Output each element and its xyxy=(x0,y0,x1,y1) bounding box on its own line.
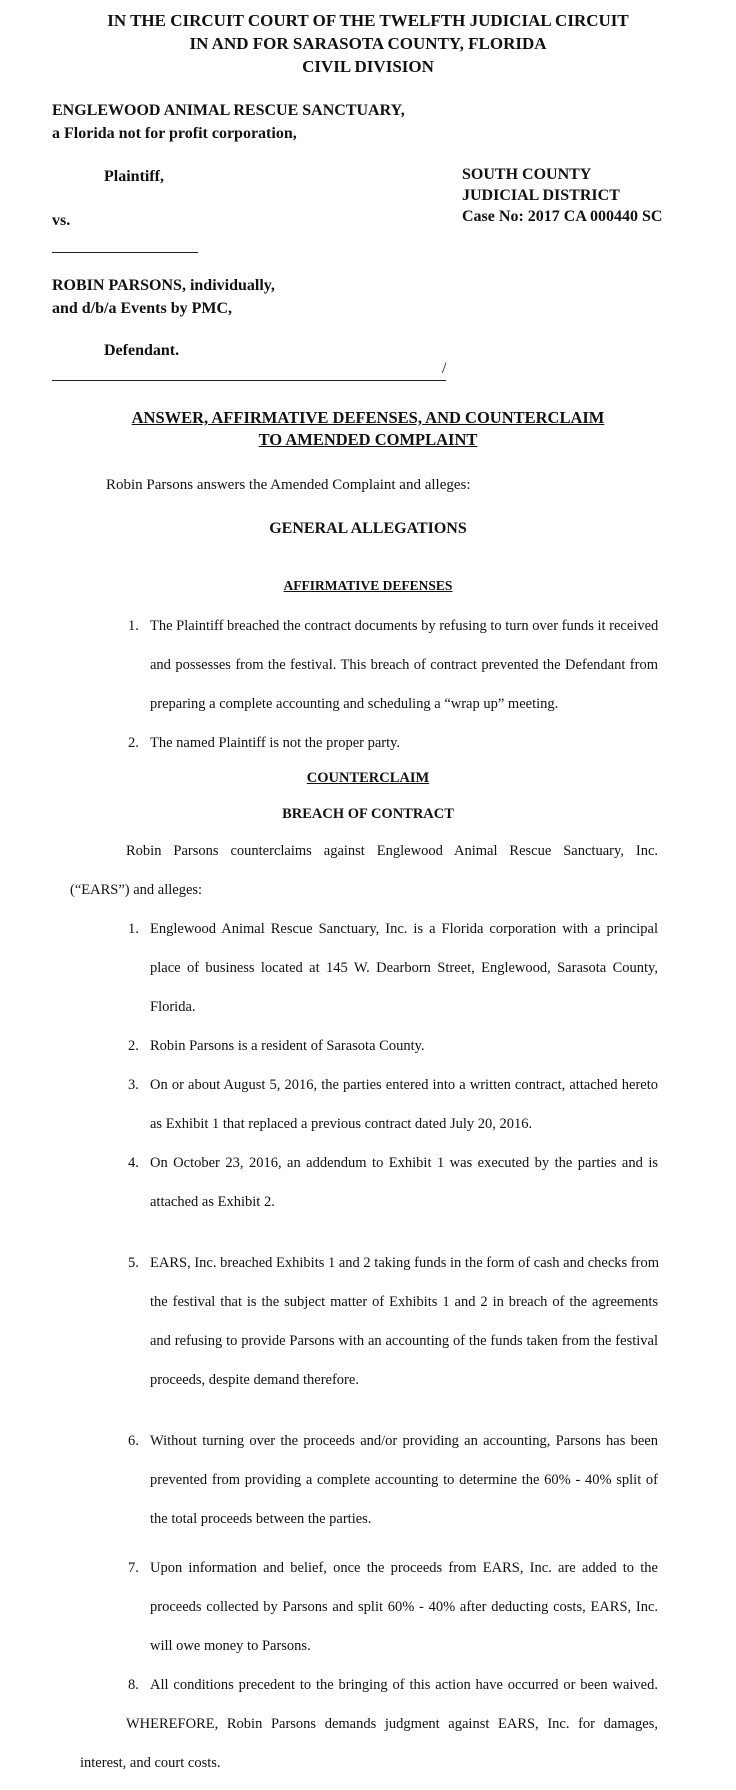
plaintiff-name: ENGLEWOOD ANIMAL RESCUE SANCTUARY, xyxy=(52,102,405,119)
count-1-line1: Englewood Animal Rescue Sanctuary, Inc. is a Florida corporation with a principal xyxy=(150,921,658,937)
counterclaim-intro-line2: (“EARS”) and alleges: xyxy=(70,882,203,898)
count-number: 3. xyxy=(128,1077,139,1093)
count-7-line1: Upon information and belief, once the proceeds from EARS, Inc. are added to the xyxy=(150,1560,658,1576)
count-number: 5. xyxy=(128,1255,139,1271)
defense-1-line1: The Plaintiff breached the contract documents by refusing to turn over funds it received xyxy=(150,618,659,634)
defense-number: 1. xyxy=(128,618,139,634)
count-8-line1: All conditions precedent to the bringing of this action have occurred or been waived. xyxy=(150,1677,658,1693)
document-title-line2: TO AMENDED COMPLAINT xyxy=(258,430,478,449)
defendant-name: ROBIN PARSONS, individually, xyxy=(52,277,275,294)
count-3-line2: as Exhibit 1 that replaced a previous contract dated July 20, 2016. xyxy=(150,1116,533,1132)
district-line1: SOUTH COUNTY xyxy=(462,166,592,183)
count-6-line3: the total proceeds between the parties. xyxy=(150,1511,372,1527)
count-7-line2: proceeds collected by Parsons and split 60% - 40% after deducting costs, EARS, Inc. xyxy=(150,1599,658,1615)
defendant-description: and d/b/a Events by PMC, xyxy=(52,300,233,317)
defendant-role: Defendant. xyxy=(104,342,180,359)
count-5-line2: the festival that is the subject matter of Exhibits 1 and 2 in breach of the agreements xyxy=(150,1294,658,1310)
count-number: 8. xyxy=(128,1677,139,1693)
caption-short-rule xyxy=(52,252,198,253)
plaintiff-description: a Florida not for profit corporation, xyxy=(52,125,297,142)
document-title-line1: ANSWER, AFFIRMATIVE DEFENSES, AND COUNTERCLAIM xyxy=(131,408,605,427)
plaintiff-role: Plaintiff, xyxy=(104,168,164,185)
count-1-line3: Florida. xyxy=(150,999,196,1015)
court-name-line2: IN AND FOR SARASOTA COUNTY, FLORIDA xyxy=(189,34,547,53)
count-number: 2. xyxy=(128,1038,139,1054)
count-4-line1: On October 23, 2016, an addendum to Exhibit 1 was executed by the parties and is xyxy=(150,1155,658,1171)
court-division: CIVIL DIVISION xyxy=(302,57,434,76)
count-3-line1: On or about August 5, 2016, the parties entered into a written contract, attached hereto xyxy=(150,1077,658,1093)
count-number: 6. xyxy=(128,1433,139,1449)
count-number: 7. xyxy=(128,1560,139,1576)
count-1-line2: place of business located at 145 W. Dearborn Street, Englewood, Sarasota County, xyxy=(150,960,658,976)
defense-1-line3: preparing a complete accounting and scheduling a “wrap up” meeting. xyxy=(150,696,559,712)
versus-label: vs. xyxy=(52,212,71,229)
count-5-line4: proceeds, despite demand therefore. xyxy=(150,1372,359,1388)
affirmative-defenses-heading: AFFIRMATIVE DEFENSES xyxy=(283,578,453,593)
general-allegations-heading: GENERAL ALLEGATIONS xyxy=(269,520,467,537)
district-line2: JUDICIAL DISTRICT xyxy=(462,187,620,204)
count-6-line2: prevented from providing a complete accounting to determine the 60% - 40% split of xyxy=(150,1472,658,1488)
defense-number: 2. xyxy=(128,735,139,751)
count-number: 1. xyxy=(128,921,139,937)
breach-of-contract-heading: BREACH OF CONTRACT xyxy=(282,806,454,822)
caption-long-rule xyxy=(52,380,446,381)
count-7-line3: will owe money to Parsons. xyxy=(150,1638,311,1654)
counterclaim-intro-line1: Robin Parsons counterclaims against Englewood Animal Rescue Sanctuary, Inc. xyxy=(126,843,658,859)
defense-1-line2: and possesses from the festival. This breach of contract prevented the Defendant from xyxy=(150,657,658,673)
defense-2-line1: The named Plaintiff is not the proper party. xyxy=(150,735,401,751)
answer-intro: Robin Parsons answers the Amended Complaint and alleges: xyxy=(106,477,471,493)
counterclaim-heading: COUNTERCLAIM xyxy=(306,770,430,786)
wherefore-line2: interest, and court costs. xyxy=(80,1755,221,1771)
count-6-line1: Without turning over the proceeds and/or providing an accounting, Parsons has been xyxy=(150,1433,658,1449)
count-number: 4. xyxy=(128,1155,139,1171)
court-name-line1: IN THE CIRCUIT COURT OF THE TWELFTH JUDICIAL CIRCUIT xyxy=(107,11,629,30)
count-2-line1: Robin Parsons is a resident of Sarasota County. xyxy=(150,1038,425,1054)
wherefore-line1: WHEREFORE, Robin Parsons demands judgment against EARS, Inc. for damages, xyxy=(126,1716,658,1732)
count-5-line3: and refusing to provide Parsons with an accounting of the funds taken from the festival xyxy=(150,1333,658,1349)
count-5-line1: EARS, Inc. breached Exhibits 1 and 2 taking funds in the form of cash and checks from xyxy=(150,1255,659,1271)
caption-slash: / xyxy=(442,360,447,377)
count-4-line2: attached as Exhibit 2. xyxy=(150,1194,275,1210)
case-number: Case No: 2017 CA 000440 SC xyxy=(462,208,663,225)
